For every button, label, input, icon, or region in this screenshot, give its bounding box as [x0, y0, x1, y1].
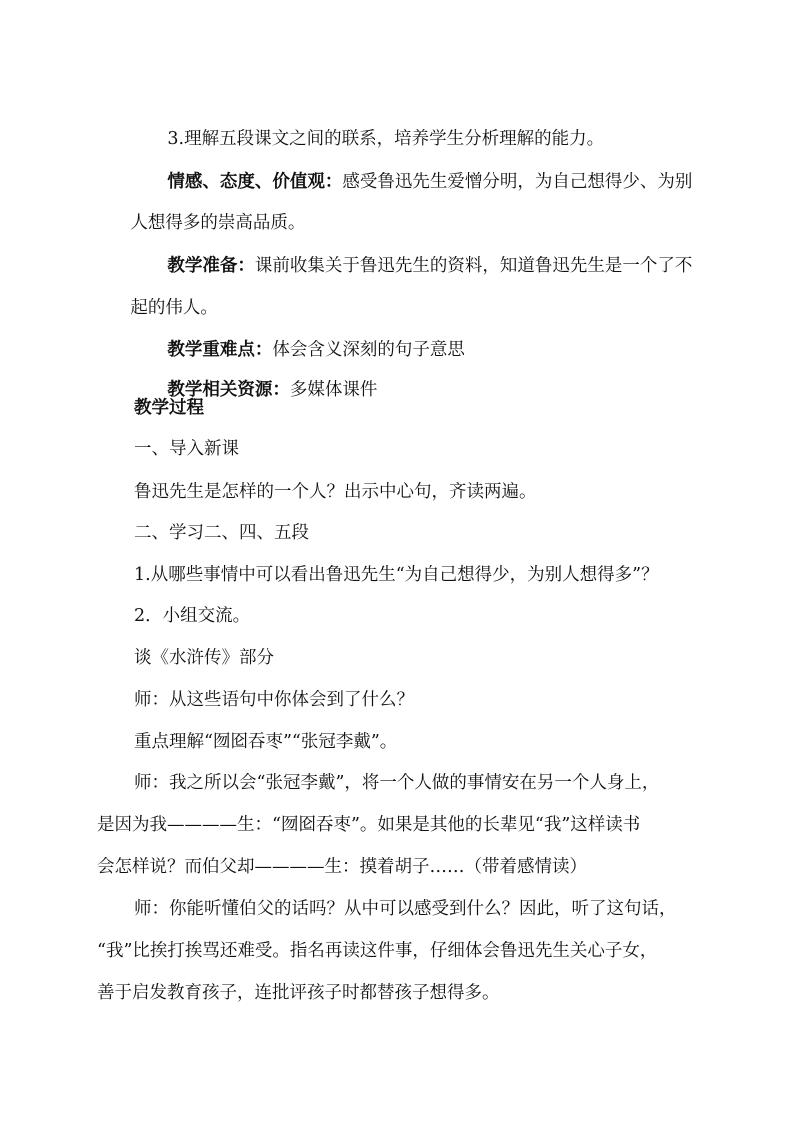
emotion-attitude-text: 感受鲁迅先生爱憎分明，为自己想得少、为别: [342, 172, 693, 192]
teaching-prep-text-cont: 起的伟人。: [130, 298, 218, 318]
teacher-question-2-line-1: 师：你能听懂伯父的话吗？从中可以感受到什么？因此，听了这句话，: [134, 899, 677, 919]
step-2-line: 2．小组交流。: [134, 606, 251, 626]
key-difficult-heading: 教学重难点：: [167, 340, 273, 360]
emotion-attitude-heading: 情感、态度、价值观：: [167, 172, 343, 192]
teacher-explain-line-2: 是因为我————生：“囫囵吞枣”。如果是其他的长辈见“我”这样读书: [97, 815, 641, 835]
teacher-question-2-line-2: “我”比挨打挨骂还难受。指名再读这件事，仔细体会鲁迅先生关心子女，: [97, 941, 658, 961]
teacher-explain-line-3: 会怎样说？而伯父却————生：摸着胡子……（带着感情读）: [97, 857, 587, 877]
section-1-heading: 一、导入新课: [134, 439, 239, 459]
resources-text: 多媒体课件: [289, 380, 378, 400]
teaching-process-heading: 教学过程: [134, 398, 204, 418]
key-understanding-line: 重点理解“囫囵吞枣”“张冠李戴”。: [134, 732, 398, 752]
emotion-attitude-text-cont: 人想得多的崇高品质。: [130, 213, 306, 233]
teacher-question-2-line-3: 善于启发教育孩子，连批评孩子时都替孩子想得多。: [97, 983, 500, 1003]
key-difficult-text: 体会含义深刻的句子意思: [272, 340, 465, 360]
resources-heading: 教学相关资源：: [167, 380, 290, 400]
section-2-heading: 二、学习二、四、五段: [134, 523, 309, 543]
intro-question-line: 鲁迅先生是怎样的一个人？出示中心句，齐读两遍。: [134, 482, 537, 502]
teaching-prep-heading: 教学准备：: [167, 256, 255, 276]
step-1-line: 1.从哪些事情中可以看出鲁迅先生“为自己想得少，为别人想得多”？: [134, 565, 659, 585]
teacher-explain-line-1: 师：我之所以会“张冠李戴”，将一个人做的事情安在另一个人身上，: [134, 773, 660, 793]
shuihu-section-line: 谈《水浒传》部分: [134, 648, 274, 668]
teaching-prep-text: 课前收集关于鲁迅先生的资料，知道鲁迅先生是一个了不: [254, 256, 693, 276]
teacher-question-line: 师：从这些语句中你体会到了什么？: [134, 690, 414, 710]
objective-3-text: 3.理解五段课文之间的联系，培养学生分析理解的能力。: [167, 129, 605, 149]
